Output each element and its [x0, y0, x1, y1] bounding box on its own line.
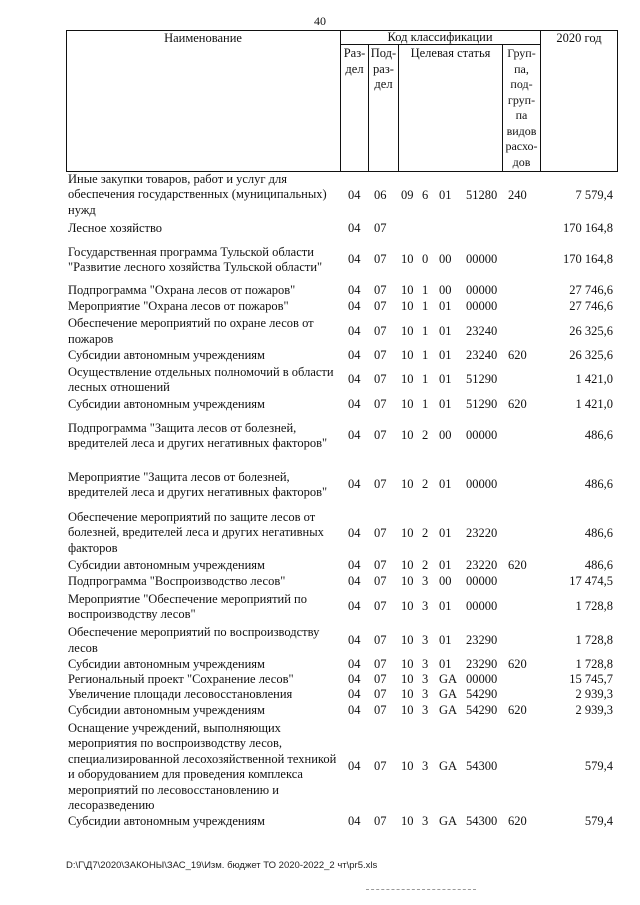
row-expense-group: [508, 283, 538, 299]
row-podrazdel: 07: [374, 252, 387, 267]
row-target-event: GA: [439, 814, 458, 829]
row-razdel: 04: [348, 372, 361, 387]
row-target-subprogram: 1: [422, 323, 429, 338]
row-expense-group: 620: [508, 814, 527, 829]
footer-divider: [366, 889, 476, 891]
row-podrazdel: 07: [374, 558, 387, 573]
table-row: [0, 315, 640, 348]
row-expense-group: 620: [508, 656, 527, 671]
row-expense-group: [508, 363, 538, 397]
row-target-event: 01: [439, 299, 452, 314]
row-name: Субсидии автономным учреждениям: [68, 814, 265, 829]
table-row: [0, 299, 640, 315]
row-target-program: 10: [401, 477, 414, 492]
row-target-event: GA: [439, 759, 458, 774]
row-amount-2020: 486,6: [584, 477, 613, 492]
row-target-program: 10: [401, 397, 414, 412]
row-target-subprogram: 3: [422, 686, 429, 701]
row-expense-group: [508, 510, 538, 558]
row-amount-2020: 170 164,8: [563, 221, 613, 236]
header-left-border: [66, 30, 67, 172]
header-classification: Код классификации: [387, 30, 493, 44]
row-target-program: 10: [401, 814, 414, 829]
row-expense-group: [508, 242, 538, 278]
row-target-program: 10: [401, 759, 414, 774]
row-target-program: 09: [401, 188, 414, 203]
row-target-program: 10: [401, 671, 414, 686]
row-amount-2020: 26 325,6: [569, 323, 613, 338]
table-row: [0, 220, 640, 238]
row-name: Мероприятие "Охрана лесов от пожаров": [68, 299, 289, 314]
row-amount-2020: 1 728,8: [575, 599, 613, 614]
row-razdel: 04: [348, 526, 361, 541]
row-expense-group: [508, 590, 538, 624]
row-name: Оснащение учреждений, выполняющих мероприятия по воспроизводству лесов, специализированной лесохозяйственной техникой и оборудованием для проведения комплекса мероприятий по лесовосстановлению и лесоразведению: [68, 721, 337, 813]
row-target-direction: 23220: [466, 558, 498, 573]
row-podrazdel: 07: [374, 428, 387, 443]
row-expense-group: [508, 624, 538, 657]
row-podrazdel: 07: [374, 574, 387, 589]
row-razdel: 04: [348, 814, 361, 829]
row-podrazdel: 07: [374, 656, 387, 671]
row-target-subprogram: [422, 220, 432, 238]
row-target-direction: 00000: [466, 599, 498, 614]
row-podrazdel: 07: [374, 347, 387, 362]
row-razdel: 04: [348, 599, 361, 614]
row-target-program: 10: [401, 526, 414, 541]
row-target-direction: 00000: [466, 477, 498, 492]
row-expense-group: [508, 467, 538, 503]
row-target-subprogram: 1: [422, 397, 429, 412]
row-amount-2020: 15 745,7: [569, 671, 613, 686]
row-target-program: 10: [401, 347, 414, 362]
row-name: Увеличение площади лесовосстановления: [68, 686, 293, 701]
row-expense-group: [508, 687, 538, 702]
row-target-subprogram: 3: [422, 671, 429, 686]
row-expense-group: 620: [508, 347, 527, 362]
row-target-program: 10: [401, 686, 414, 701]
header-target: Целевая статья: [410, 46, 491, 60]
row-target-program: [401, 220, 417, 238]
row-amount-2020: 486,6: [584, 526, 613, 541]
row-target-direction: 23240: [466, 347, 498, 362]
row-razdel: 04: [348, 656, 361, 671]
row-expense-group: [508, 299, 538, 315]
row-target-subprogram: 1: [422, 283, 429, 298]
header-year: 2020 год: [556, 31, 602, 45]
row-amount-2020: 170 164,8: [563, 252, 613, 267]
row-razdel: 04: [348, 558, 361, 573]
row-name: Субсидии автономным учреждениям: [68, 702, 265, 717]
row-target-program: 10: [401, 299, 414, 314]
row-target-subprogram: 3: [422, 656, 429, 671]
row-expense-group: [508, 574, 538, 590]
row-podrazdel: 07: [374, 814, 387, 829]
table-row: [0, 363, 640, 397]
row-target-direction: 23290: [466, 656, 498, 671]
row-razdel: 04: [348, 283, 361, 298]
row-expense-group: 620: [508, 397, 527, 412]
row-target-direction: 00000: [466, 283, 498, 298]
row-target-direction: 51290: [466, 372, 498, 387]
table-row: [0, 172, 640, 220]
row-target-event: 01: [439, 372, 452, 387]
row-target-subprogram: 2: [422, 558, 429, 573]
row-name: Обеспечение мероприятий по защите лесов от болезней, вредителей леса и других негативных факторов: [68, 510, 324, 555]
row-razdel: 04: [348, 686, 361, 701]
row-target-subprogram: 1: [422, 347, 429, 362]
row-target-direction: 54290: [466, 686, 498, 701]
row-target-event: 01: [439, 526, 452, 541]
row-expense-group: [508, 315, 538, 348]
row-name: Обеспечение мероприятий по охране лесов от пожаров: [68, 316, 314, 346]
table-header: [66, 30, 618, 172]
row-target-direction: 51290: [466, 397, 498, 412]
row-name: Обеспечение мероприятий по воспроизводству лесов: [68, 625, 320, 655]
row-amount-2020: 1 421,0: [575, 372, 613, 387]
table-row: [0, 348, 640, 363]
row-target-event: 01: [439, 656, 452, 671]
file-path-footer: D:\Г\Д7\2020\ЗАКОНЫ\ЗАС_19\Изм. бюджет ТО 2020-2022_2 чт\pr5.xls: [66, 860, 378, 871]
row-name: Мероприятие "Защита лесов от болезней, вредителей леса и других негативных факторов": [68, 469, 328, 499]
row-target-direction: [466, 220, 504, 238]
row-podrazdel: 07: [374, 759, 387, 774]
row-target-direction: 23290: [466, 632, 498, 647]
row-amount-2020: 1 421,0: [575, 397, 613, 412]
row-podrazdel: 07: [374, 477, 387, 492]
row-expense-group: [508, 418, 538, 454]
table-row: [0, 672, 640, 687]
row-podrazdel: 07: [374, 323, 387, 338]
row-podrazdel: 06: [374, 188, 387, 203]
header-divider-podrazdel: [398, 44, 399, 172]
row-target-direction: 54300: [466, 759, 498, 774]
table-row: [0, 590, 640, 624]
row-target-program: 10: [401, 558, 414, 573]
row-target-program: 10: [401, 702, 414, 717]
row-amount-2020: 26 325,6: [569, 347, 613, 362]
row-target-direction: 00000: [466, 574, 498, 589]
row-amount-2020: 486,6: [584, 558, 613, 573]
row-target-program: 10: [401, 252, 414, 267]
row-target-event: 01: [439, 323, 452, 338]
row-target-direction: 00000: [466, 671, 498, 686]
row-razdel: 04: [348, 759, 361, 774]
row-target-event: 01: [439, 558, 452, 573]
header-divider-year: [540, 30, 541, 172]
row-name: Государственная программа Тульской области "Развитие лесного хозяйства Тульской области": [68, 244, 323, 274]
table-row: [0, 283, 640, 299]
row-target-program: 10: [401, 323, 414, 338]
row-target-event: 01: [439, 599, 452, 614]
table-row: [0, 242, 640, 278]
table-row: [0, 510, 640, 558]
row-razdel: 04: [348, 323, 361, 338]
table-row: [0, 702, 640, 719]
row-amount-2020: 1 728,8: [575, 656, 613, 671]
row-target-subprogram: 0: [422, 252, 429, 267]
row-target-subprogram: 3: [422, 632, 429, 647]
row-podrazdel: 07: [374, 397, 387, 412]
row-amount-2020: 486,6: [584, 428, 613, 443]
row-expense-group: 620: [508, 558, 527, 573]
row-target-direction: 23240: [466, 323, 498, 338]
row-expense-group: 240: [508, 188, 527, 203]
row-target-subprogram: 6: [422, 188, 429, 203]
row-name: Субсидии автономным учреждениям: [68, 558, 265, 573]
row-target-event: 00: [439, 574, 452, 589]
row-target-subprogram: 1: [422, 299, 429, 314]
row-name: Субсидии автономным учреждениям: [68, 397, 265, 412]
row-amount-2020: 2 939,3: [575, 686, 613, 701]
row-amount-2020: 1 728,8: [575, 632, 613, 647]
row-razdel: 04: [348, 188, 361, 203]
row-target-direction: 51280: [466, 188, 498, 203]
row-amount-2020: 7 579,4: [575, 188, 613, 203]
row-target-event: GA: [439, 671, 458, 686]
row-razdel: 04: [348, 347, 361, 362]
row-podrazdel: 07: [374, 632, 387, 647]
row-target-direction: 00000: [466, 252, 498, 267]
row-name: Подпрограмма "Охрана лесов от пожаров": [68, 283, 296, 298]
row-name: Подпрограмма "Воспроизводство лесов": [68, 574, 286, 589]
row-amount-2020: 17 474,5: [569, 574, 613, 589]
row-target-direction: 54300: [466, 814, 498, 829]
row-target-program: 10: [401, 656, 414, 671]
row-razdel: 04: [348, 299, 361, 314]
row-target-event: 01: [439, 188, 452, 203]
row-target-event: [439, 220, 457, 238]
table-row: [0, 574, 640, 590]
table-row: [0, 558, 640, 574]
row-podrazdel: 07: [374, 283, 387, 298]
row-podrazdel: 07: [374, 686, 387, 701]
table-row: [0, 813, 640, 831]
table-row: [0, 418, 640, 454]
row-name: Региональный проект "Сохранение лесов": [68, 671, 294, 686]
header-group: Груп- па, под- груп- па видов расхо- дов: [505, 46, 538, 169]
row-target-event: 01: [439, 477, 452, 492]
row-target-event: 00: [439, 252, 452, 267]
row-target-event: GA: [439, 686, 458, 701]
row-target-direction: 23220: [466, 526, 498, 541]
row-podrazdel: 07: [374, 671, 387, 686]
row-target-direction: 54290: [466, 702, 498, 717]
header-razdel: Раз- дел: [343, 46, 366, 76]
table-row: [0, 467, 640, 503]
row-target-program: 10: [401, 372, 414, 387]
row-target-event: 00: [439, 283, 452, 298]
row-name: Лесное хозяйство: [68, 221, 163, 236]
row-target-subprogram: 3: [422, 574, 429, 589]
row-podrazdel: 07: [374, 372, 387, 387]
row-expense-group: [508, 220, 538, 238]
row-razdel: 04: [348, 221, 361, 236]
row-razdel: 04: [348, 428, 361, 443]
row-name: Подпрограмма "Защита лесов от болезней, вредителей леса и других негативных факторов": [68, 420, 328, 450]
row-target-subprogram: 1: [422, 372, 429, 387]
table-row: [0, 657, 640, 672]
row-razdel: 04: [348, 252, 361, 267]
row-razdel: 04: [348, 632, 361, 647]
table-row: [0, 624, 640, 657]
row-amount-2020: 579,4: [584, 759, 613, 774]
row-target-subprogram: 3: [422, 759, 429, 774]
row-razdel: 04: [348, 477, 361, 492]
header-name: Наименование: [164, 31, 242, 45]
row-expense-group: [508, 721, 538, 813]
row-podrazdel: 07: [374, 526, 387, 541]
row-podrazdel: 07: [374, 702, 387, 717]
row-amount-2020: 27 746,6: [569, 283, 613, 298]
row-target-event: 00: [439, 428, 452, 443]
row-razdel: 04: [348, 574, 361, 589]
row-target-subprogram: 2: [422, 526, 429, 541]
row-podrazdel: 07: [374, 221, 387, 236]
row-target-subprogram: 2: [422, 428, 429, 443]
row-target-direction: 00000: [466, 299, 498, 314]
row-podrazdel: 07: [374, 599, 387, 614]
row-amount-2020: 579,4: [584, 814, 613, 829]
row-podrazdel: 07: [374, 299, 387, 314]
row-target-subprogram: 3: [422, 599, 429, 614]
row-name: Иные закупки товаров, работ и услуг для обеспечения государственных (муниципальных) нужд: [68, 172, 327, 217]
row-name: Субсидии автономным учреждениям: [68, 347, 265, 362]
page-number: 40: [314, 14, 326, 28]
row-razdel: 04: [348, 397, 361, 412]
table-row: [0, 687, 640, 702]
row-name: Осуществление отдельных полномочий в области лесных отношений: [68, 364, 334, 394]
row-name: Мероприятие "Обеспечение мероприятий по воспроизводству лесов": [68, 591, 307, 621]
row-expense-group: 620: [508, 702, 527, 717]
row-target-event: 01: [439, 632, 452, 647]
table-row: [0, 397, 640, 413]
row-target-event: 01: [439, 347, 452, 362]
row-razdel: 04: [348, 671, 361, 686]
header-podrazdel: Под- раз- дел: [370, 46, 397, 91]
row-target-subprogram: 3: [422, 814, 429, 829]
row-target-program: 10: [401, 283, 414, 298]
header-right-border: [617, 30, 618, 172]
row-name: Субсидии автономным учреждениям: [68, 656, 265, 671]
row-amount-2020: 27 746,6: [569, 299, 613, 314]
row-target-direction: 00000: [466, 428, 498, 443]
row-target-program: 10: [401, 574, 414, 589]
row-target-program: 10: [401, 632, 414, 647]
row-target-subprogram: 3: [422, 702, 429, 717]
row-razdel: 04: [348, 702, 361, 717]
row-target-subprogram: 2: [422, 477, 429, 492]
table-row: [0, 721, 640, 813]
row-target-program: 10: [401, 599, 414, 614]
row-amount-2020: 2 939,3: [575, 702, 613, 717]
row-target-event: 01: [439, 397, 452, 412]
row-target-event: GA: [439, 702, 458, 717]
row-target-program: 10: [401, 428, 414, 443]
row-expense-group: [508, 672, 538, 687]
